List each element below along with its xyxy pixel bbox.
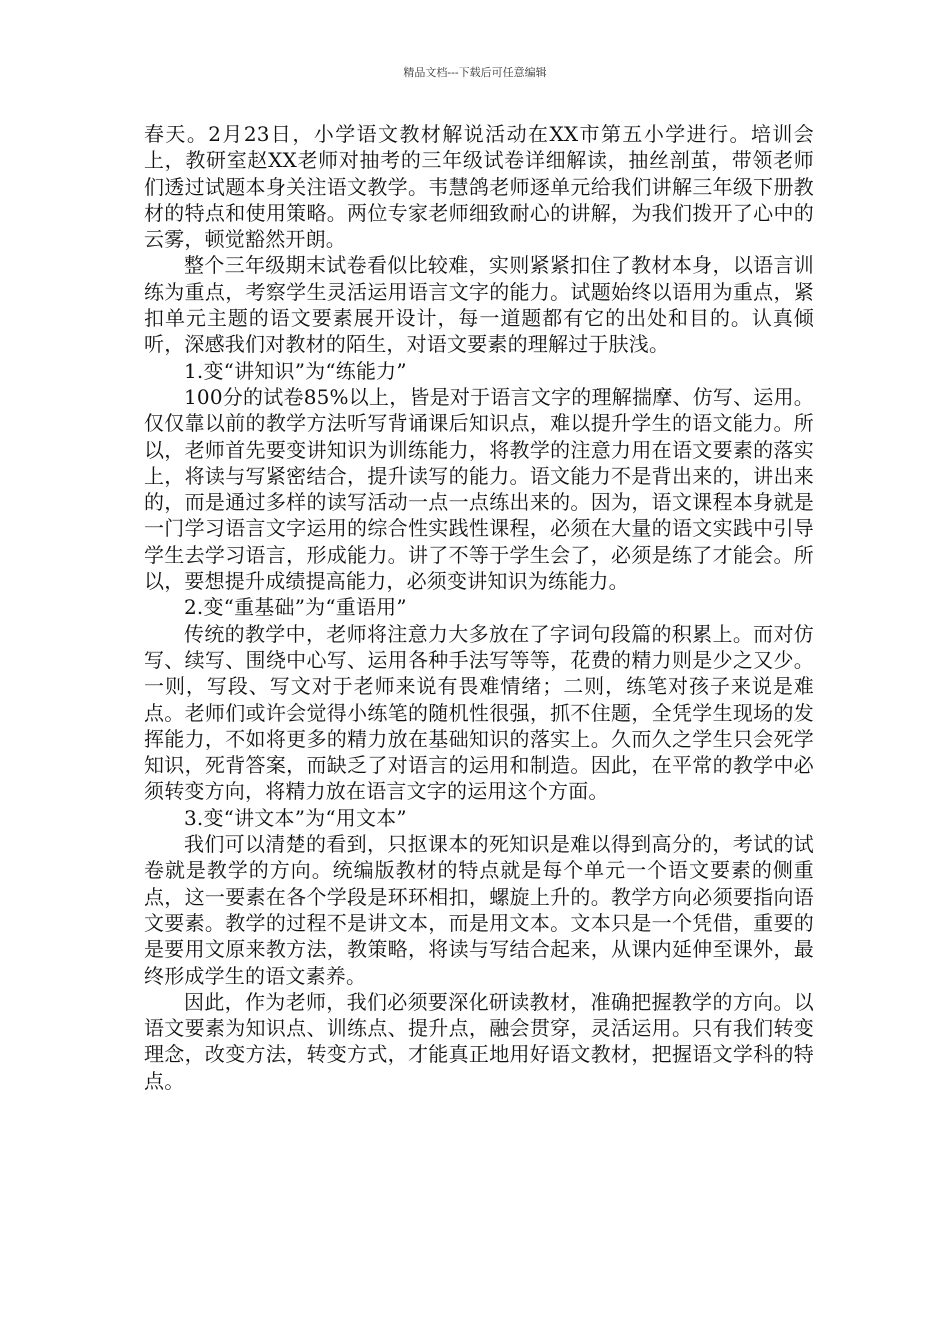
section-heading-1: 1.变“讲知识”为“练能力” — [184, 358, 407, 383]
paragraph-intro: 春天。2月23日，小学语文教材解说活动在XX市第五小学进行。培训会上，教研室赵XX老师对抽考的三年级试卷详细解读，抽丝剖茧，带领老师们透过试题本身关注语文教学。韦慧鸽老师逐单元给我们讲解三年级下册教材的特点和使用策略。两位专家老师细致耐心的讲解，为我们拨开了心中的云雾，顿觉豁然开朗。 — [144, 122, 814, 252]
paragraph-section-3: 我们可以清楚的看到，只抠课本的死知识是难以得到高分的，考试的试卷就是教学的方向。统编版教材的特点就是每个单元一个语文要素的侧重点，这一要素在各个学段是环环相扣，螺旋上升的。教学方向必须要指向语文要素。教学的过程不是讲文本，而是用文本。文本只是一个凭借，重要的是要用文原来教方法，教策略，将读与写结合起来，从课内延伸至课外，最终形成学生的语文素养。 — [144, 832, 814, 988]
paragraph-section-2: 传统的教学中，老师将注意力大多放在了字词句段篇的积累上。而对仿写、续写、围绕中心写、运用各种手法写等等，花费的精力则是少之又少。一则，写段、写文对于老师来说有畏难情绪；二则，练笔对孩子来说是难点。老师们或许会觉得小练笔的随机性很强，抓不住题，全凭学生现场的发挥能力，不如将更多的精力放在基础知识的落实上。久而久之学生只会死学知识，死背答案，而缺乏了对语言的运用和制造。因此，在平常的教学中必须转变方向，将精力放在语言文字的运用这个方面。 — [144, 621, 814, 804]
paragraph-conclusion: 因此，作为老师，我们必须要深化研读教材，准确把握教学的方向。以语文要素为知识点、训练点、提升点，融会贯穿，灵活运用。只有我们转变理念，改变方法，转变方式，才能真正地用好语文教材，把握语文学科的特点。 — [144, 989, 814, 1093]
section-heading-3: 3.变“讲文本”为“用文本” — [184, 805, 407, 830]
section-heading-2: 2.变“重基础”为“重语用” — [184, 595, 407, 620]
paragraph-section-1: 100分的试卷85%以上，皆是对于语言文字的理解揣摩、仿写、运用。仅仅靠以前的教学方法听写背诵课后知识点，难以提升学生的语文能力。所以，老师首先要变讲知识为训练能力，将教学的注意力用在语文要素的落实上，将读与写紧密结合，提升读写的能力。语文能力不是背出来的，讲出来的，而是通过多样的读写活动一点一点练出来的。因为，语文课程本身就是一门学习语言文字运用的综合性实践性课程，必须在大量的语文实践中引导学生去学习语言，形成能力。讲了不等于学生会了，必须是练了才能会。所以，要想提升成绩提高能力，必须变讲知识为练能力。 — [144, 384, 814, 594]
paragraph-exam-analysis: 整个三年级期末试卷看似比较难，实则紧紧扣住了教材本身，以语言训练为重点，考察学生灵活运用语言文字的能力。试题始终以语用为重点，紧扣单元主题的语文要素展开设计，每一道题都有它的出处和目的。认真倾听，深感我们对教材的陌生，对语文要素的理解过于肤浅。 — [144, 253, 814, 357]
document-body — [144, 121, 814, 1094]
page-header: 精品文档---下载后可任意编辑 — [403, 66, 547, 79]
